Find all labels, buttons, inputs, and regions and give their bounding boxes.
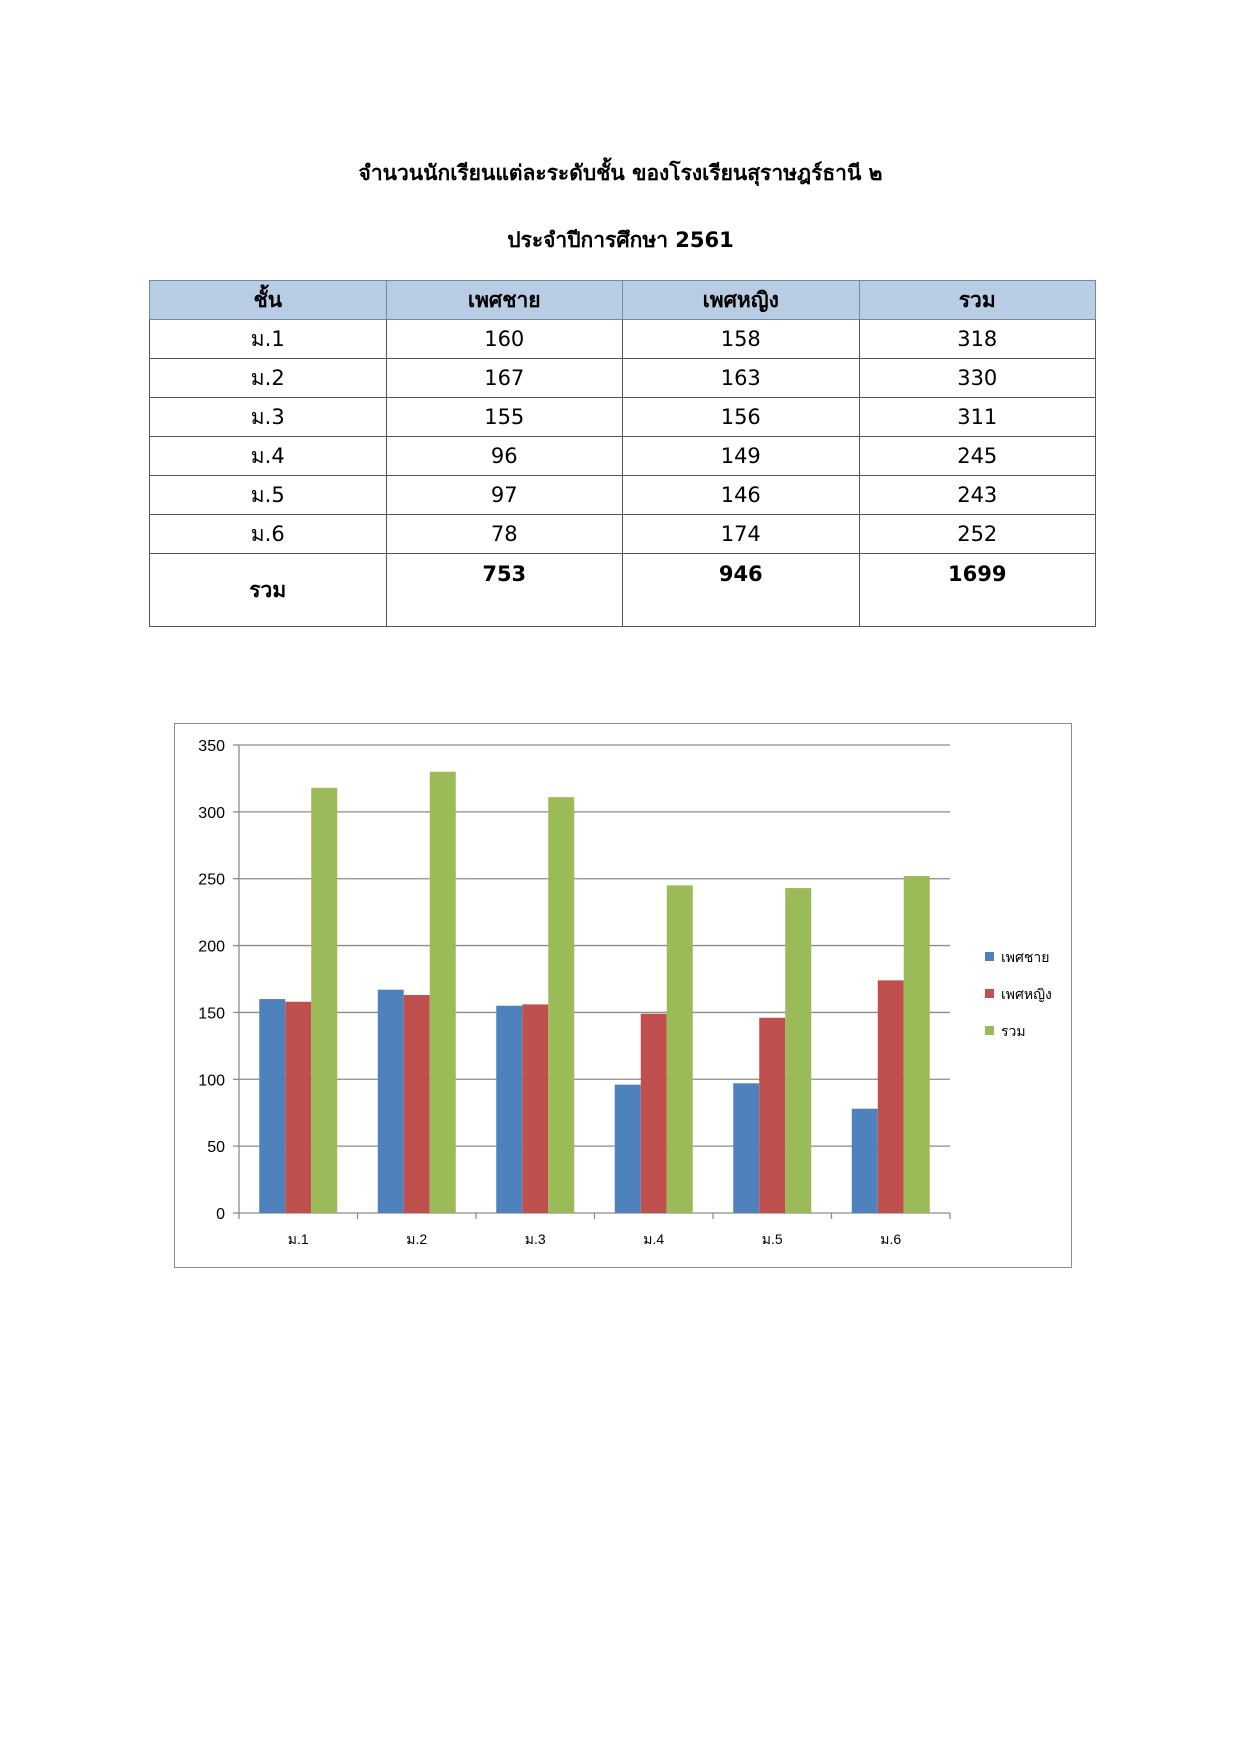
- table-row: [150, 359, 1096, 398]
- table-row: [150, 320, 1096, 359]
- bar: [430, 772, 456, 1213]
- cell-grade: ม.2: [150, 359, 387, 398]
- document-title: จำนวนนักเรียนแต่ละระดับชั้น ของโรงเรียนสุราษฎร์ธานี ๒: [358, 161, 883, 185]
- cell-total-male: 753: [386, 554, 623, 627]
- cell-grade: ม.1: [150, 320, 387, 359]
- cell-male: 155: [386, 398, 623, 437]
- table-row: [150, 437, 1096, 476]
- x-tick-label: ม.1: [287, 1231, 309, 1247]
- cell-total: 318: [859, 320, 1096, 359]
- bar: [378, 990, 404, 1213]
- cell-grade: ม.4: [150, 437, 387, 476]
- table-row: [150, 398, 1096, 437]
- cell-grade: ม.5: [150, 476, 387, 515]
- cell-female: 174: [623, 515, 860, 554]
- header-grade: ชั้น: [150, 281, 387, 320]
- header-male: เพศชาย: [386, 281, 623, 320]
- cell-male: 160: [386, 320, 623, 359]
- cell-male: 96: [386, 437, 623, 476]
- legend-label: เพศชาย: [1001, 950, 1050, 966]
- y-tick-label: 200: [198, 938, 225, 956]
- table-total-row: [150, 554, 1096, 627]
- y-tick-label: 100: [198, 1072, 225, 1090]
- x-tick-label: ม.4: [643, 1231, 665, 1247]
- cell-female: 146: [623, 476, 860, 515]
- bar: [615, 1085, 641, 1213]
- bar: [311, 788, 337, 1213]
- x-tick-label: ม.2: [406, 1231, 428, 1247]
- y-tick-label: 250: [198, 871, 225, 889]
- cell-total: 330: [859, 359, 1096, 398]
- cell-total-all: 1699: [859, 554, 1096, 627]
- y-tick-label: 50: [207, 1139, 225, 1157]
- cell-female: 149: [623, 437, 860, 476]
- student-count-table: [149, 280, 1096, 627]
- cell-total: 311: [859, 398, 1096, 437]
- bar: [548, 797, 574, 1213]
- cell-total: 252: [859, 515, 1096, 554]
- bar: [852, 1109, 878, 1213]
- cell-total: 245: [859, 437, 1096, 476]
- cell-female: 156: [623, 398, 860, 437]
- document-subtitle: ประจำปีการศึกษา 2561: [507, 228, 734, 252]
- cell-male: 78: [386, 515, 623, 554]
- bar: [785, 888, 811, 1213]
- table-header-row: [150, 281, 1096, 320]
- x-tick-label: ม.6: [880, 1231, 902, 1247]
- cell-grade: ม.6: [150, 515, 387, 554]
- header-female: เพศหญิง: [623, 281, 860, 320]
- bar: [522, 1004, 548, 1213]
- cell-male: 97: [386, 476, 623, 515]
- bar: [878, 980, 904, 1213]
- legend-swatch: [985, 989, 994, 998]
- cell-total: 243: [859, 476, 1096, 515]
- cell-grade: ม.3: [150, 398, 387, 437]
- table-row: [150, 515, 1096, 554]
- y-tick-label: 150: [198, 1005, 225, 1023]
- y-tick-label: 300: [198, 804, 225, 822]
- x-tick-label: ม.3: [524, 1231, 546, 1247]
- bar: [759, 1018, 785, 1213]
- bar: [667, 885, 693, 1213]
- bar-chart-svg: [175, 724, 1070, 1266]
- cell-male: 167: [386, 359, 623, 398]
- bar: [496, 1006, 522, 1213]
- y-tick-label: 0: [216, 1206, 225, 1223]
- x-tick-label: ม.5: [761, 1231, 783, 1247]
- bar-chart: [174, 723, 1072, 1268]
- bar: [641, 1014, 667, 1213]
- table-row: [150, 476, 1096, 515]
- cell-female: 158: [623, 320, 860, 359]
- bar: [285, 1002, 311, 1213]
- legend-swatch: [985, 1026, 994, 1035]
- cell-total-label: รวม: [150, 554, 387, 627]
- y-tick-label: 350: [198, 738, 225, 755]
- legend-label: เพศหญิง: [1001, 987, 1052, 1003]
- bar: [733, 1083, 759, 1213]
- cell-total-female: 946: [623, 554, 860, 627]
- cell-female: 163: [623, 359, 860, 398]
- header-total: รวม: [859, 281, 1096, 320]
- legend-swatch: [985, 952, 994, 961]
- bar: [259, 999, 285, 1213]
- legend-label: รวม: [1001, 1024, 1026, 1040]
- bar: [904, 876, 930, 1213]
- bar: [404, 995, 430, 1213]
